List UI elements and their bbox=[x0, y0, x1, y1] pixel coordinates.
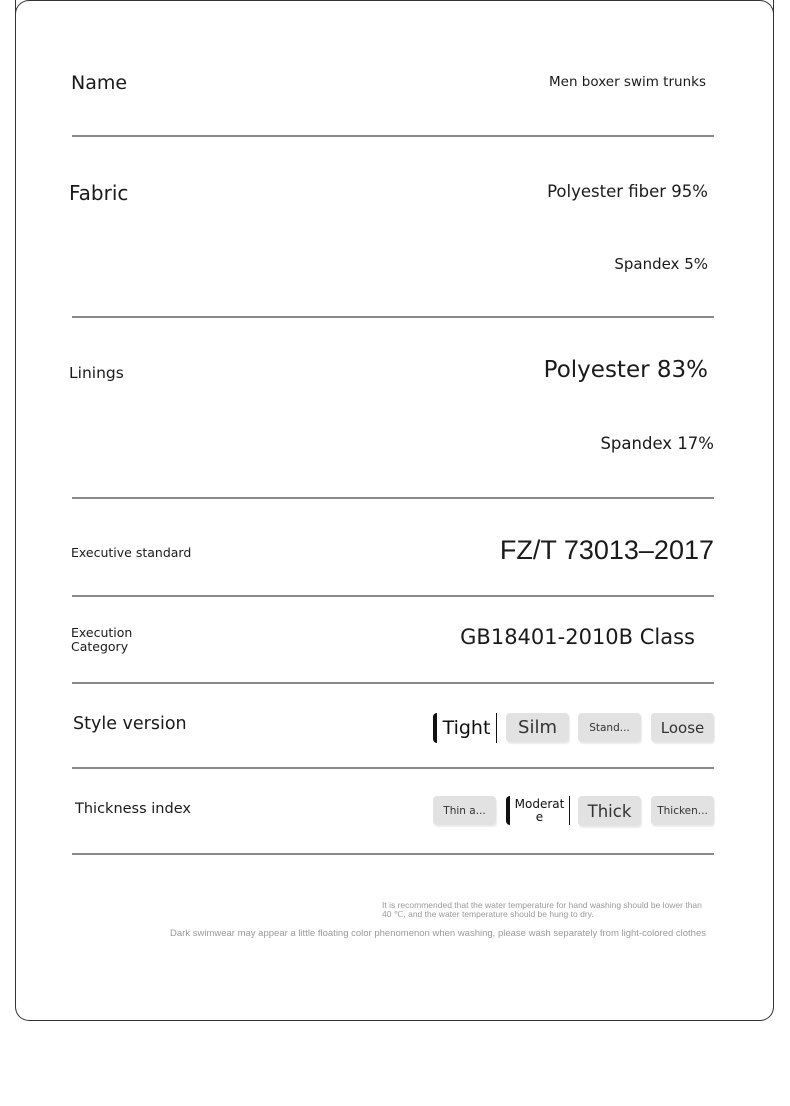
thickness-index-label: Thickness index bbox=[75, 801, 191, 817]
spec-card bbox=[15, 0, 774, 1021]
linings-value-1: Polyester 83% bbox=[543, 357, 708, 383]
style-option-label: Tight bbox=[442, 717, 491, 739]
thickness-option-label: Thin a... bbox=[443, 804, 486, 817]
thickness-option-label: Thick bbox=[587, 801, 632, 821]
fabric-label: Fabric bbox=[69, 181, 129, 205]
thickness-option-label: Thicken... bbox=[657, 804, 708, 817]
execution-category-label-1: Execution bbox=[71, 625, 133, 640]
executive-standard-value: FZ/T 73013–2017 bbox=[499, 535, 714, 565]
thickness-option-moderate[interactable] bbox=[506, 796, 570, 825]
divider bbox=[72, 682, 714, 684]
thickness-option-thickened[interactable] bbox=[651, 796, 714, 825]
style-option-silm[interactable] bbox=[506, 713, 569, 742]
thickness-option-thin[interactable] bbox=[433, 796, 496, 825]
care-note-line-2: 40 ℃, and the water temperature should be hung to dry. bbox=[382, 909, 594, 919]
style-option-standard[interactable] bbox=[578, 713, 641, 742]
divider bbox=[72, 316, 714, 318]
thickness-option-label-line2: e bbox=[535, 809, 544, 824]
execution-category-label-2: Category bbox=[71, 639, 129, 654]
name-label: Name bbox=[71, 72, 128, 94]
thickness-option-label-line1: Moderat bbox=[514, 796, 565, 811]
style-version-label: Style version bbox=[73, 714, 187, 734]
fabric-value-2: Spandex 5% bbox=[614, 255, 708, 273]
execution-category-value: GB18401-2010B Class bbox=[460, 625, 695, 649]
style-option-label: Loose bbox=[660, 718, 705, 737]
name-value: Men boxer swim trunks bbox=[548, 74, 706, 90]
care-note-line-3: Dark swimwear may appear a little floating color phenomenon when washing, please wash separately from light-colored clothes bbox=[170, 928, 706, 939]
fabric-value-1: Polyester fiber 95% bbox=[547, 182, 708, 201]
divider bbox=[72, 497, 714, 499]
style-option-tight[interactable] bbox=[433, 713, 497, 743]
style-option-label: Silm bbox=[518, 717, 557, 738]
linings-value-2: Spandex 17% bbox=[600, 434, 714, 453]
care-note-line-1: It is recommended that the water temperature for hand washing should be lower than bbox=[382, 900, 702, 910]
executive-standard-label: Executive standard bbox=[71, 545, 192, 560]
thickness-option-thick[interactable] bbox=[578, 796, 641, 826]
style-option-loose[interactable] bbox=[651, 713, 714, 742]
divider bbox=[72, 767, 714, 769]
divider bbox=[72, 595, 714, 597]
divider bbox=[72, 135, 714, 137]
style-option-label: Stand... bbox=[589, 721, 630, 734]
divider bbox=[72, 853, 714, 855]
linings-label: Linings bbox=[69, 364, 124, 382]
